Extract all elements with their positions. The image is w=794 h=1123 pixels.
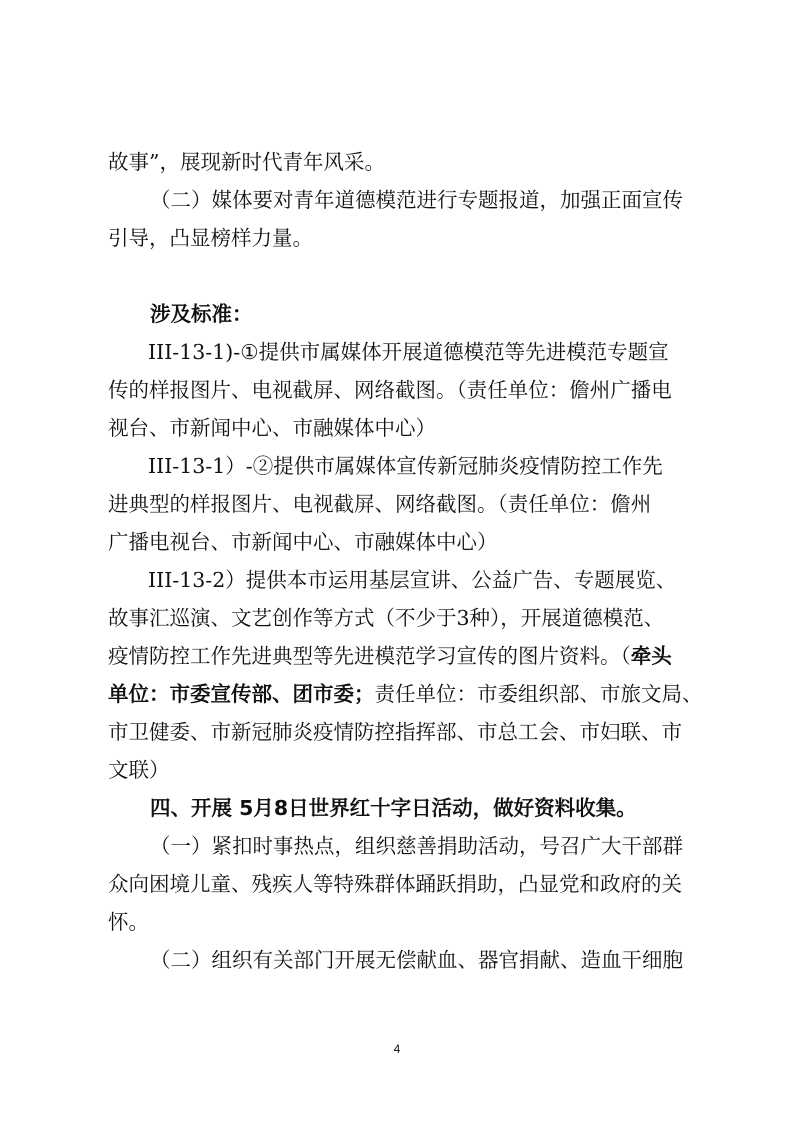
paragraph-line: 市卫健委、市新冠肺炎疫情防控指挥部、市总工会、市妇联、市: [108, 720, 682, 744]
paragraph-line: 众向困境儿童、残疾人等特殊群体踊跃捐助，凸显党和政府的关: [108, 872, 682, 896]
section-heading: 四、开展 5月8日世界红十字日活动，做好资料收集。: [150, 796, 637, 820]
bold-text: 单位：市委宣传部、团市委；: [108, 682, 375, 706]
paragraph-line: [108, 682, 703, 706]
paragraph-line: III-13-1）-②提供市属媒体宣传新冠肺炎疫情防控工作先: [148, 454, 663, 478]
paragraph-line: 进典型的样报图片、电视截屏、网络截图。（责任单位：儋州: [108, 492, 652, 516]
line-text: 疫情防控工作先进典型等先进模范学习宣传的图片资料。（: [108, 644, 631, 668]
paragraph-line: III-13-1)-①提供市属媒体开展道德模范等先进模范专题宣: [148, 340, 669, 364]
paragraph-line: （二）组织有关部门开展无偿献血、器官捐献、造血干细胞: [150, 948, 683, 972]
paragraph-line: 故事”，展现新时代青年风采。: [108, 150, 385, 174]
paragraph-line: 文联）: [108, 758, 170, 782]
page-number: 4: [393, 1042, 401, 1056]
paragraph-line: （一）紧扣时事热点，组织慈善捐助活动，号召广大干部群: [150, 834, 683, 858]
paragraph-line: 视台、市新闻中心、市融媒体中心）: [108, 416, 436, 440]
paragraph-line: （二）媒体要对青年道德模范进行专题报道，加强正面宣传: [150, 188, 683, 212]
bold-text: 牵头: [630, 644, 672, 668]
paragraph-line: 故事汇巡演、文艺创作等方式（不少于3种），开展道德模范、: [108, 606, 665, 630]
paragraph-line: 广播电视台、市新闻中心、市融媒体中心）: [108, 530, 498, 554]
paragraph-line: 引导，凸显榜样力量。: [108, 226, 313, 250]
paragraph-line: 怀。: [108, 910, 149, 934]
paragraph-line: 传的样报图片、电视截屏、网络截图。（责任单位：儋州广播电: [108, 378, 672, 402]
paragraph-line: III-13-2）提供本市运用基层宣讲、公益广告、专题展览、: [148, 568, 677, 592]
section-heading: 涉及标准：: [150, 302, 253, 326]
line-text: 责任单位：市委组织部、市旅文局、: [374, 682, 703, 706]
paragraph-line: [108, 644, 672, 668]
